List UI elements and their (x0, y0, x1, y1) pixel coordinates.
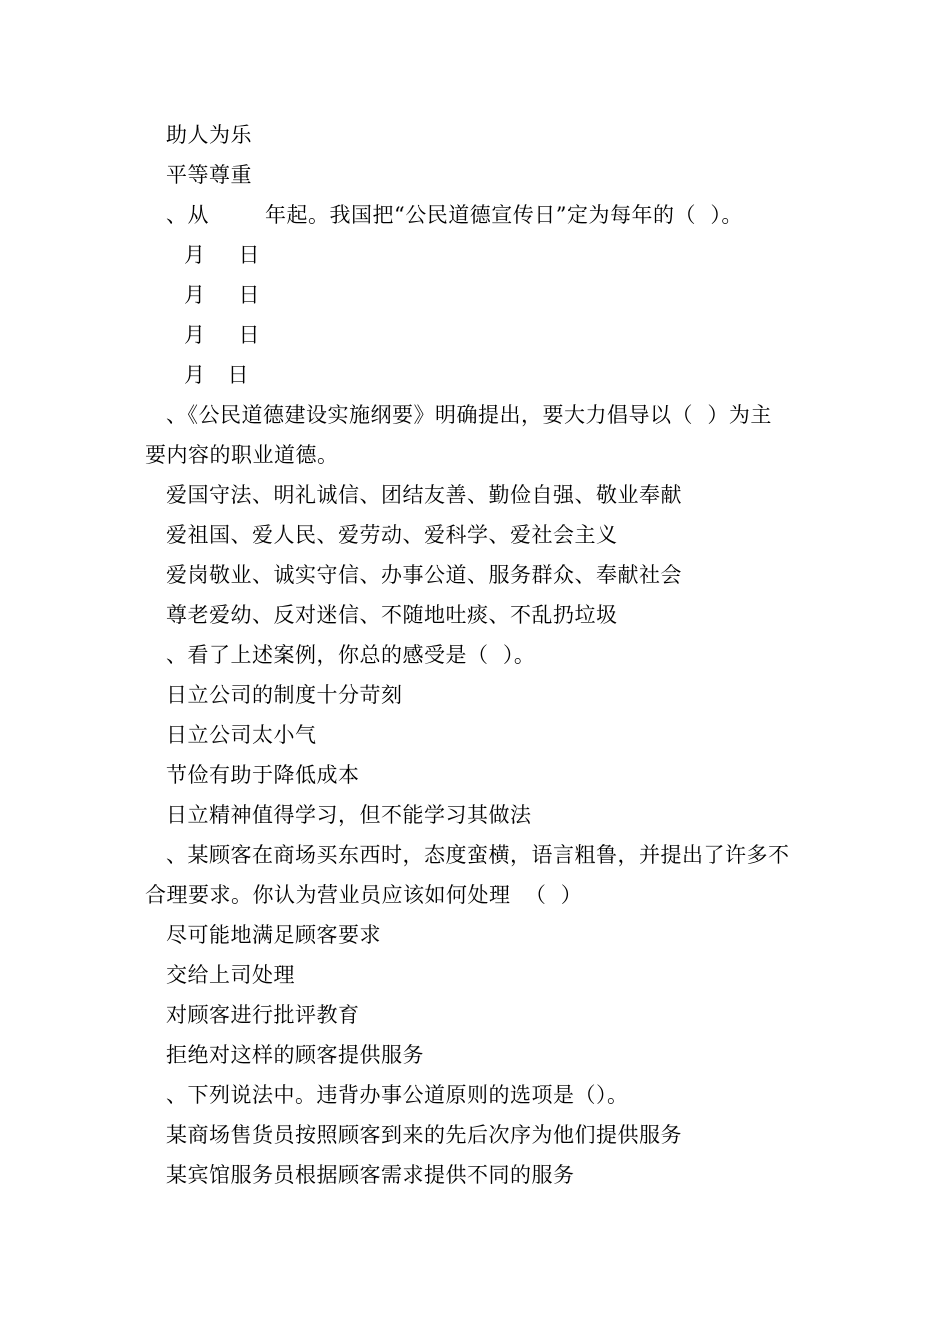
option-text: 助人为乐 (166, 123, 252, 147)
option-text: 某商场售货员按照顾客到来的先后次序为他们提供服务 (166, 1123, 682, 1147)
day-label: 日 (238, 243, 260, 267)
option-text: 交给上司处理 (166, 963, 295, 987)
day-label: 日 (238, 283, 260, 307)
option-text: 爱祖国、爱人民、爱劳动、爱科学、爱社会主义 (166, 523, 618, 547)
question-text: 、下列说法中。违背办事公道原则的选项是（）。 (166, 1083, 629, 1107)
question-text: 、某顾客在商场买东西时，态度蛮横，语言粗鲁，并提出了许多不 (166, 843, 790, 867)
option-text: 爱国守法、明礼诚信、团结友善、勤俭自强、敬业奉献 (166, 483, 682, 507)
option-date (184, 241, 260, 269)
option-date (184, 361, 249, 389)
question-prefix: 、从 (166, 203, 209, 227)
month-label: 月 (184, 243, 206, 267)
question-body: 年起。我国把“公民道德宣传日”定为每年的（ ）。 (265, 203, 743, 227)
question-text: 、看了上述案例，你总的感受是（ ）。 (166, 643, 536, 667)
option-date (184, 321, 260, 349)
option-text: 拒绝对这样的顾客提供服务 (166, 1043, 424, 1067)
day-label: 日 (238, 323, 260, 347)
question-text-continued: 要内容的职业道德。 (145, 443, 339, 467)
day-label: 日 (227, 363, 249, 387)
option-text: 某宾馆服务员根据顾客需求提供不同的服务 (166, 1163, 575, 1187)
option-text: 对顾客进行批评教育 (166, 1003, 360, 1027)
question-text-continued: 合理要求。你认为营业员应该如何处理 （ ） (145, 883, 583, 907)
option-text: 日立精神值得学习，但不能学习其做法 (166, 803, 532, 827)
option-text: 日立公司的制度十分苛刻 (166, 683, 403, 707)
question-text (166, 201, 743, 229)
option-text: 尽可能地满足顾客要求 (166, 923, 381, 947)
option-text: 日立公司太小气 (166, 723, 317, 747)
option-date (184, 281, 260, 309)
month-label: 月 (184, 363, 206, 387)
option-text: 平等尊重 (166, 163, 252, 187)
option-text: 爱岗敬业、诚实守信、办事公道、服务群众、奉献社会 (166, 563, 682, 587)
option-text: 尊老爱幼、反对迷信、不随地吐痰、不乱扔垃圾 (166, 603, 618, 627)
option-text: 节俭有助于降低成本 (166, 763, 360, 787)
month-label: 月 (184, 283, 206, 307)
question-text: 、《公民道德建设实施纲要》明确提出，要大力倡导以（ ）为主 (166, 403, 772, 427)
month-label: 月 (184, 323, 206, 347)
